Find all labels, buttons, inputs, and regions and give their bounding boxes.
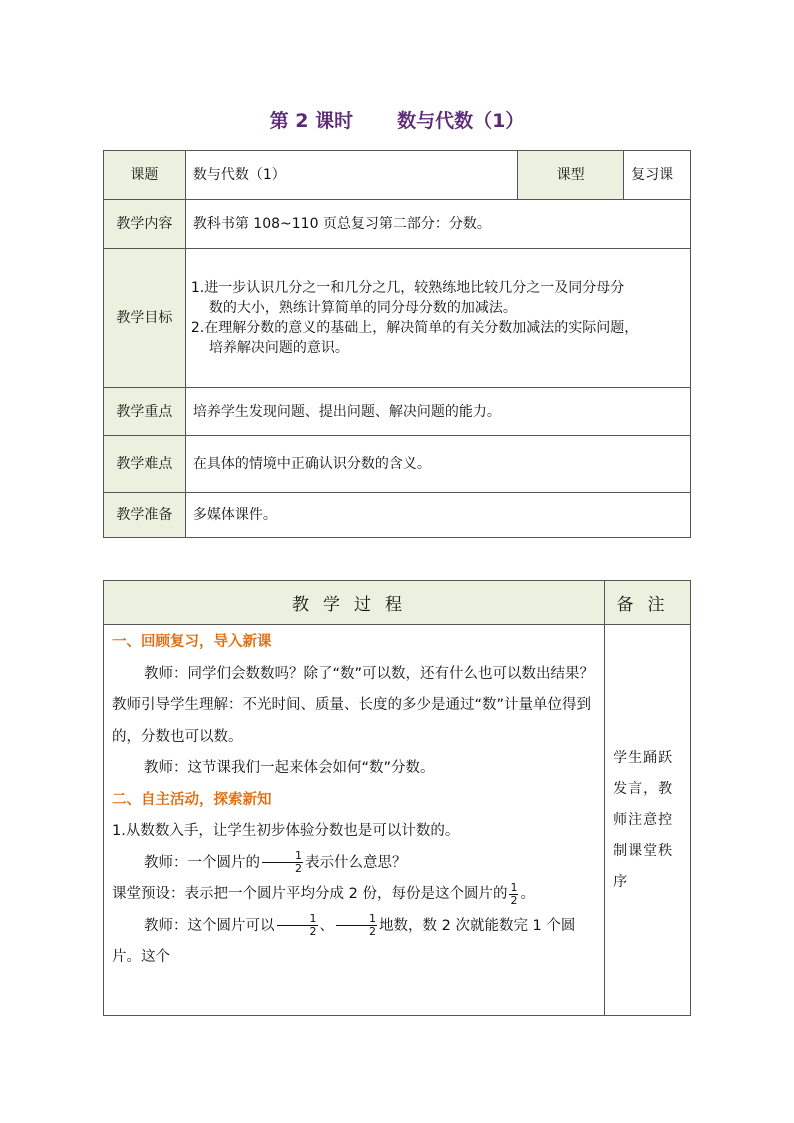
lesson-info-table: [103, 150, 691, 538]
key-value: 培养学生发现问题、提出问题、解决问题的能力。: [185, 388, 690, 436]
paragraph-6-text-b: 。: [520, 886, 535, 902]
section-1-heading: 一、回顾复习，导入新课: [112, 634, 272, 650]
goal-2-line-2: 培养解决问题的意识。: [208, 340, 349, 356]
difficulty-row: [104, 436, 691, 493]
content-row: [104, 200, 691, 249]
key-label: 教学重点: [104, 388, 186, 436]
paragraph-2: 教师引导学生理解：不光时间、质量、长度的多少是通过“数”计量单位得到的，分数也可以数。: [112, 697, 592, 745]
fraction-half: [336, 913, 377, 938]
fraction-half: [262, 850, 303, 875]
paragraph-4: 1.从数数入手，让学生初步体验分数也是可以计数的。: [112, 823, 460, 839]
fraction-numerator: 1: [262, 850, 303, 863]
process-header-row: [104, 581, 691, 625]
prep-label: 教学准备: [104, 493, 186, 538]
paragraph-5-text-a: 教师：一个圆片的: [144, 854, 260, 871]
process-content: [104, 625, 605, 1016]
fraction-denominator: 2: [309, 925, 317, 938]
paragraph-6: [112, 879, 598, 911]
content-label: 教学内容: [104, 200, 186, 249]
content-value: 教科书第 108~110 页总复习第二部分：分数。: [185, 200, 690, 249]
fraction-denominator: 2: [510, 893, 518, 907]
section-2-heading: 二、自主活动，探索新知: [112, 791, 272, 808]
paragraph-7-text-a: 教师：这个圆片可以: [144, 917, 275, 934]
goal-1-line-2: 数的大小，熟练计算简单的同分母分数的加减法。: [208, 300, 517, 316]
lesson-number: 第 2 课时: [269, 110, 354, 132]
goal-1-line-1: 1.进一步认识几分之一和几分之几，较熟练地比较几分之一及同分母分: [190, 280, 625, 296]
difficulty-label: 教学难点: [104, 436, 186, 493]
fraction-numerator: 1: [277, 913, 318, 926]
paragraph-7-text-b: 、: [319, 917, 334, 934]
fraction-half: [509, 882, 518, 907]
teaching-process-table: [103, 580, 691, 1016]
fraction-denominator: 2: [295, 862, 302, 875]
process-body-row: [104, 625, 691, 1016]
key-row: [104, 388, 691, 436]
prep-value: 多媒体课件。: [185, 493, 690, 538]
process-header: 教学过程: [104, 581, 605, 625]
difficulty-value: 在具体的情境中正确认识分数的含义。: [185, 436, 690, 493]
topic-row: [104, 151, 691, 200]
paragraph-3: 教师：这节课我们一起来体会如何“数”分数。: [144, 760, 435, 776]
type-value: 复习课: [624, 151, 691, 200]
paragraph-5-text-b: 表示什么意思？: [305, 854, 407, 871]
goals-value: [185, 249, 690, 388]
prep-row: [104, 493, 691, 538]
fraction-denominator: 2: [369, 925, 376, 938]
type-label: 课型: [518, 151, 624, 200]
lesson-topic: 数与代数（1）: [397, 110, 525, 132]
paragraph-5: [112, 848, 598, 880]
fraction-numerator: 1: [336, 913, 377, 926]
teacher-note: 学生踊跃发言，教师注意控制课堂秩序: [605, 625, 691, 1016]
fraction-numerator: 1: [510, 880, 518, 894]
goal-2-line-1: 2.在理解分数的意义的基础上，解决简单的有关分数加减法的实际问题，: [190, 320, 639, 336]
goals-label: 教学目标: [104, 249, 186, 388]
topic-value: 数与代数（1）: [185, 151, 517, 200]
paragraph-7-text-c: 地数，数 2 次就能数完 1 个圆片。这个: [112, 917, 576, 965]
paragraph-6-text-a: 课堂预设：表示把一个圆片平均分成 2 份，每份是这个圆片的: [112, 886, 508, 902]
topic-label: 课题: [104, 151, 186, 200]
goals-row: [104, 249, 691, 388]
notes-header: 备注: [605, 581, 691, 625]
paragraph-1: 教师：同学们会数数吗？除了“数”可以数，还有什么也可以数出结果？: [144, 665, 595, 682]
paragraph-7: [112, 911, 598, 974]
page-title: [0, 106, 794, 133]
fraction-half: [277, 913, 318, 938]
